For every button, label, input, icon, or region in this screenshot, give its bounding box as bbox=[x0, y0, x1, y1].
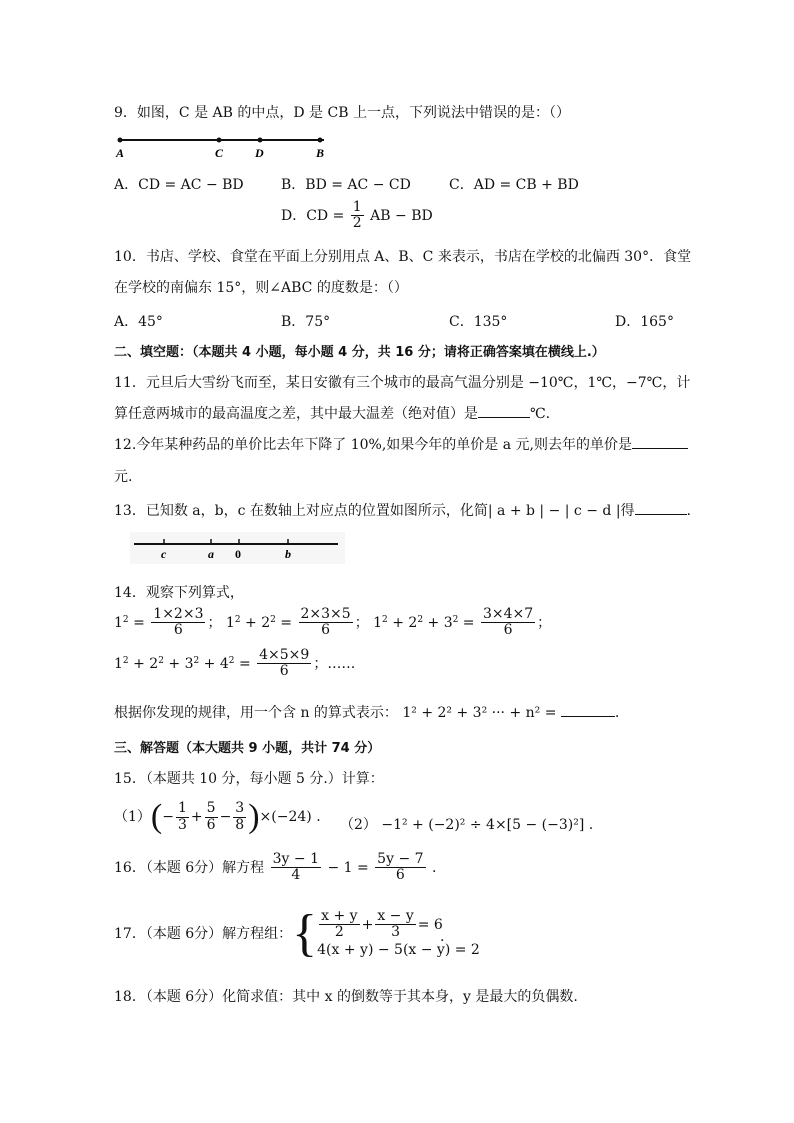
q9-option-c: C．AD = CB + BD bbox=[449, 177, 579, 193]
q17-equation-system bbox=[317, 909, 480, 959]
q14-frac2: $\frac{2\times 3\times 5}{6}$ bbox=[300, 606, 351, 639]
number-line-zero: 0 bbox=[235, 547, 241, 561]
q17-line: 17．（本题 6分）解方程组：{ $\frac{x + y}{2}$ + $\frac{x - y}{3}$ = 6 4(x + y) − 5(x − y) = 2 bbox=[114, 905, 480, 962]
q15-part2: （2） −1² + (−2)² ÷ 4×[5 − (−3)²] . bbox=[340, 817, 594, 833]
q12-line1 bbox=[114, 434, 688, 454]
q12-answer-blank[interactable] bbox=[632, 434, 688, 449]
q14-frac3: $\frac{3\times 4\times 7}{6}$ bbox=[482, 606, 534, 639]
q9-stem: 9．如图，C 是 AB 的中点，D 是 CB 上一点，下列说法中错误的是：（） bbox=[114, 105, 570, 121]
q13-end: . bbox=[686, 503, 691, 519]
q12-line2: 元. bbox=[114, 469, 133, 485]
q11-line1: 11．元旦后大雪纷飞而至，某日安徽有三个城市的最高气温分别是 −10℃，1℃，−7℃，计 bbox=[114, 375, 691, 391]
q10-line1: 10．书店、学校、食堂在平面上分别用点 A、B、C 来表示，书店在学校的北偏西 30°．食堂 bbox=[114, 249, 692, 265]
point-d-label: D bbox=[255, 146, 264, 160]
point-c-label: C bbox=[215, 146, 224, 160]
q10-option-c: C．135° bbox=[449, 314, 508, 330]
number-line-c: c bbox=[161, 547, 167, 561]
q17-eq2: 4(x + y) − 5(x − y) = 2 bbox=[317, 941, 480, 958]
q14-rule-expr: 1² + 2² + 3² ··· + n² = bbox=[402, 705, 557, 721]
q14-answer-blank[interactable] bbox=[561, 702, 615, 717]
q16-mid: − 1 = bbox=[327, 859, 369, 876]
q11-text: 算任意两城市的最高温度之差，其中最大温差（绝对值）是 bbox=[114, 406, 478, 422]
point-a-label: A bbox=[116, 146, 125, 160]
q10-line2: 在学校的南偏东 15°，则∠ABC 的度数是：（） bbox=[114, 280, 408, 296]
q9-segment-figure bbox=[112, 132, 342, 162]
q14-formula-row1: $1^2$ = $\frac{1\times 2\times 3}{6}$ ； $1^2 + 2^2$ = $\frac{2\times 3\times 5}{6}$ ； $1^2 + 2^2 + 3^2$ = $\frac{3\times 4\times 7}{6}$ ； bbox=[114, 606, 552, 639]
q15-part1-label: （1） bbox=[114, 809, 151, 825]
q10-option-a: A．45° bbox=[114, 314, 163, 330]
q13-line bbox=[114, 500, 691, 520]
point-b-label: B bbox=[316, 146, 325, 160]
q12-text: 12.今年某种药品的单价比去年下降了 10%,如果今年的单价是 a 元,则去年的单价是 bbox=[114, 437, 632, 453]
q15-part1: （1）(− $\frac{1}{3}$ + $\frac{5}{6}$ − $\frac{3}{8}$ )×(−24) . bbox=[114, 798, 321, 835]
q15-part1-tail: ×(−24) . bbox=[259, 809, 321, 825]
q9-option-d bbox=[281, 200, 433, 232]
q16-lhs-fraction: $\frac{3y - 1}{4}$ bbox=[272, 851, 319, 884]
q16-rhs-fraction: $\frac{5y - 7}{6}$ bbox=[377, 851, 424, 884]
q11-line2 bbox=[114, 403, 550, 423]
q13-text: 13．已知数 a，b，c 在数轴上对应点的位置如图所示，化简| a + b | − | c − d |得 bbox=[114, 503, 635, 519]
section3-heading: 三、解答题（本大题共 9 小题，共计 74 分） bbox=[114, 741, 381, 756]
q14-ellipsis: ；…… bbox=[313, 655, 356, 672]
q9-option-d-tail: AB − BD bbox=[370, 207, 433, 224]
q16-end: . bbox=[431, 859, 437, 876]
q13-answer-blank[interactable] bbox=[635, 500, 687, 515]
q17-end: . bbox=[440, 929, 445, 945]
q9-option-a: A．CD = AC − BD bbox=[114, 177, 244, 193]
q16-stem: 16．（本题 6分）解方程 bbox=[114, 859, 265, 876]
q14-rule: 根据你发现的规律，用一个含 n 的算式表示： bbox=[114, 705, 398, 721]
q11-unit: ℃. bbox=[530, 406, 551, 422]
section2-heading: 二、填空题：（本题共 4 小题，每小题 4 分，共 16 分；请将正确答案填在横线上.） bbox=[114, 345, 605, 360]
number-line-a: a bbox=[208, 547, 214, 561]
q10-option-b: B．75° bbox=[281, 314, 331, 330]
q15-stem: 15．（本题共 10 分，每小题 5 分.）计算： bbox=[114, 771, 384, 787]
q10-option-d: D．165° bbox=[615, 314, 674, 330]
half-fraction: $\frac{1}{2}$ bbox=[352, 199, 362, 232]
q9-option-b: B．BD = AC − CD bbox=[281, 177, 411, 193]
number-line-b: b bbox=[285, 547, 291, 561]
q14-formula-row2: $1^2 + 2^2 + 3^2 + 4^2$ = $\frac{4\times 5\times 9}{6}$ ；…… bbox=[114, 647, 356, 680]
q16-line bbox=[114, 852, 436, 884]
q17-stem: 17．（本题 6分）解方程组： bbox=[114, 926, 293, 942]
q17-eq1: $\frac{x + y}{2}$ + $\frac{x - y}{3}$ = 6 bbox=[321, 908, 443, 941]
q11-answer-blank[interactable] bbox=[478, 403, 530, 418]
q13-number-line bbox=[130, 532, 345, 564]
q14-stem: 14．观察下列算式， bbox=[114, 585, 244, 601]
q18-text: 18．（本题 6分）化简求值：其中 x 的倒数等于其本身，y 是最大的负偶数. bbox=[114, 989, 578, 1005]
q14-frac4: $\frac{4\times 5\times 9}{6}$ bbox=[259, 647, 310, 680]
q9-option-d-label: D．CD = bbox=[281, 207, 345, 224]
q14-frac1: $\frac{1\times 2\times 3}{6}$ bbox=[153, 606, 204, 639]
q14-rule-line: 根据你发现的规律，用一个含 n 的算式表示： 1² + 2² + 3² ··· + n² = . bbox=[114, 702, 619, 722]
